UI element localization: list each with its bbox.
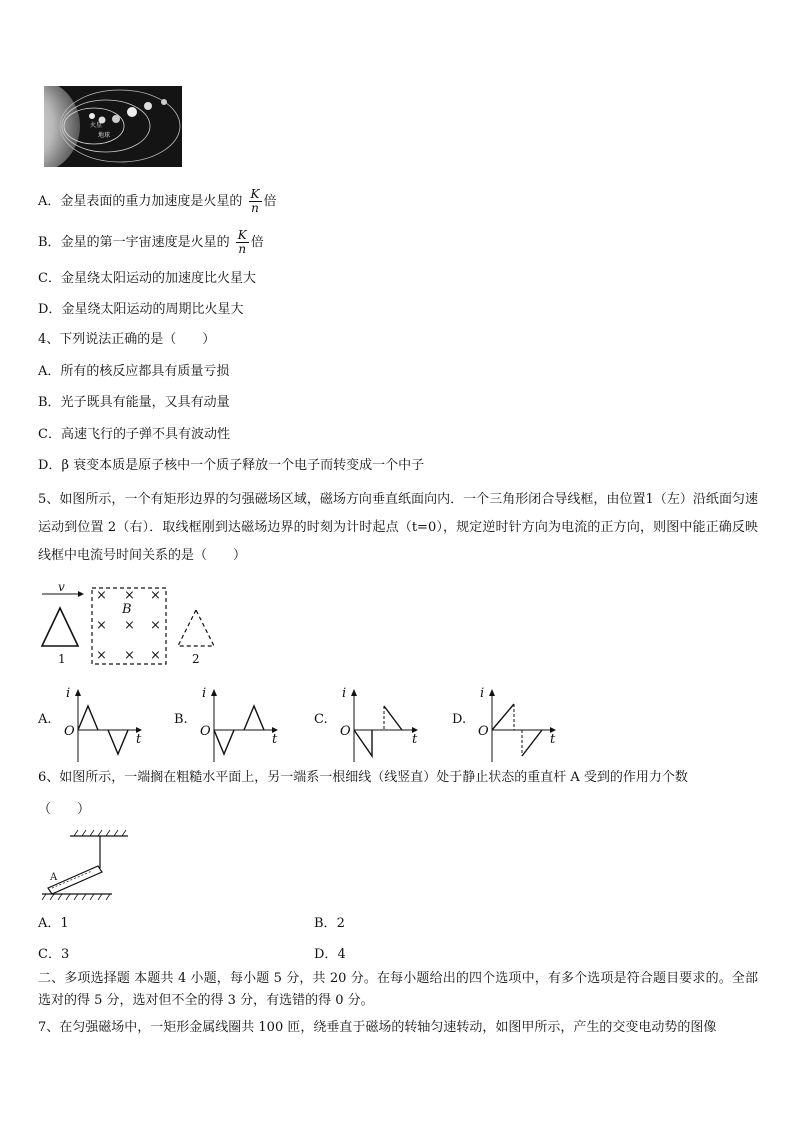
q5-figure [38, 580, 218, 672]
image-label-earth: 地球 [98, 132, 111, 139]
q7-stem: 7、在匀强磁场中，一矩形金属线圈共 100 匝，绕垂直于磁场的转轴匀速转动，如图甲所示，产生的交变电动势的图像 [38, 1020, 717, 1035]
axis-i-label: i [480, 686, 485, 701]
option-letter: D. [452, 712, 467, 727]
axis-t-label: t [550, 732, 556, 747]
q6-option-c: C．3 [38, 947, 70, 962]
axis-i-label: i [342, 686, 347, 701]
q3-option-c: C．金星绕太阳运动的加速度比火星大 [38, 271, 256, 286]
q3-option-d: D．金星绕太阳运动的周期比火星大 [38, 302, 244, 317]
field-cross: × [124, 588, 135, 603]
axis-i-label: i [66, 686, 71, 701]
field-cross: × [124, 618, 135, 633]
q3-option-a: A．金星表面的重力加速度是火星的 $\frac{K}{n}$ 倍 [38, 187, 277, 215]
fraction-k-over-n: $\frac{K}{n}$ [250, 187, 260, 215]
option-letter: C. [314, 712, 328, 727]
field-cross: × [150, 618, 161, 633]
q4-option-d: D．β 衰变本质是原子核中一个质子释放一个电子而转变成一个中子 [38, 458, 425, 473]
field-cross: × [124, 648, 135, 663]
option-letter: A. [38, 712, 52, 727]
q4-option-c: C．高速飞行的子弹不具有波动性 [38, 427, 230, 442]
velocity-label: v [58, 580, 65, 594]
q5-option-b-graph [174, 686, 284, 766]
axis-t-label: t [136, 732, 142, 747]
q5-stem: 5、如图所示，一个有矩形边界的匀强磁场区域，磁场方向垂直纸面向内．一个三角形闭合导线框，由位置1（左）沿纸面匀速运动到位置 2（右）．取线框刚到达磁场边界的时刻为计时起点（t=0），规定逆时针方向为电流的正方向，则图中能正确反映线框中电流号时间关系的是（ ） [38, 492, 758, 563]
field-b-label: B [122, 602, 132, 617]
origin-label: O [64, 724, 75, 739]
field-cross: × [96, 648, 107, 663]
q4-option-a: A．所有的核反应都具有质量亏损 [38, 364, 230, 379]
fraction-k-over-n: $\frac{K}{n}$ [237, 228, 247, 256]
q6-option-d: D．4 [314, 947, 346, 962]
axis-t-label: t [272, 732, 278, 747]
option-letter: B. [174, 712, 188, 727]
q4-stem: 4、下列说法正确的是（ ） [38, 332, 216, 347]
q4-option-b: B．光子既具有能量，又具有动量 [38, 395, 230, 410]
position-2-label: 2 [192, 652, 200, 666]
q5-option-a-graph [38, 686, 148, 766]
origin-label: O [200, 724, 211, 739]
q6-figure [38, 826, 138, 902]
section-2-instructions: 二、多项选择题 本题共 4 小题，每小题 5 分，共 20 分。在每小题给出的四个选项中，有多个选项是符合题目要求的。全部选对的得 5 分，选对但不全的得 3 分，有选错的得 0 分。 [38, 971, 758, 1008]
image-label-mars: 火星 [90, 122, 103, 129]
axis-t-label: t [412, 732, 418, 747]
position-1-label: 1 [58, 652, 66, 666]
field-cross: × [150, 648, 161, 663]
q3-option-b: B．金星的第一宇宙速度是火星的 $\frac{K}{n}$ 倍 [38, 228, 264, 256]
q5-option-c-graph [314, 686, 424, 766]
q5-option-d-graph [452, 686, 562, 766]
q6-option-b: B．2 [314, 916, 345, 931]
origin-label: O [340, 724, 351, 739]
field-cross: × [150, 588, 161, 603]
field-cross: × [96, 588, 107, 603]
q6-option-a: A．1 [38, 916, 69, 931]
axis-i-label: i [202, 686, 207, 701]
origin-label: O [478, 724, 489, 739]
rod-a-label: A [50, 872, 58, 883]
solar-system-image [44, 86, 182, 167]
q6-stem-paren: （ ） [38, 802, 91, 817]
field-cross: × [96, 618, 107, 633]
q6-stem: 6、如图所示，一端搁在粗糙水平面上，另一端系一根细线（线竖直）处于静止状态的重直杆 A 受到的作用力个数 [38, 770, 688, 785]
